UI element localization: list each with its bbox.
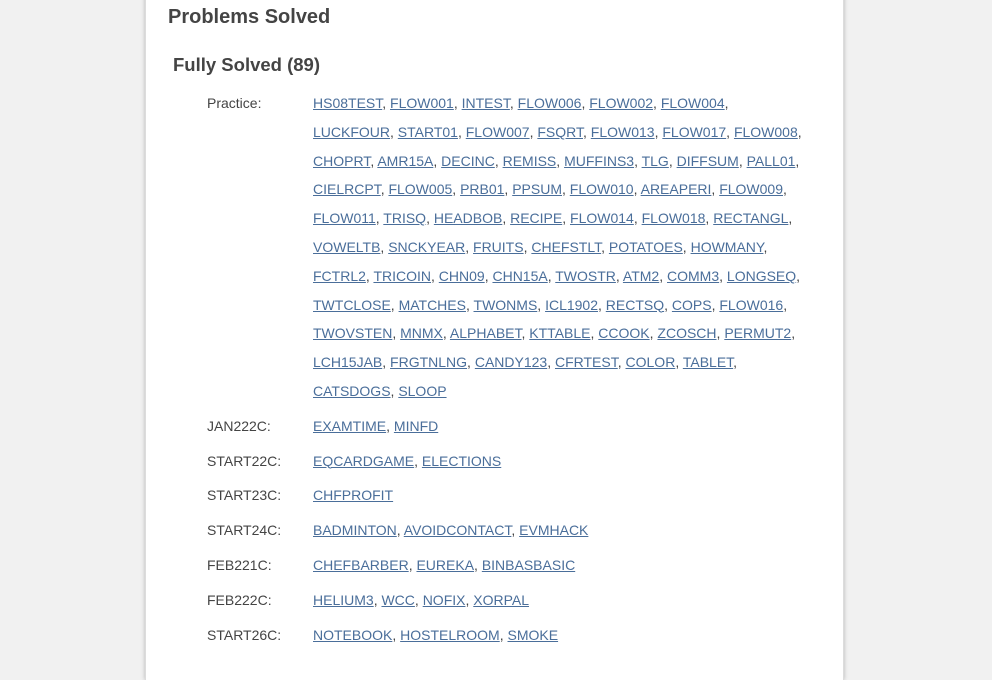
problem-link[interactable]: HS08TEST [313, 95, 383, 111]
comma-separator: , [581, 95, 586, 111]
problem-link[interactable]: CANDY123 [474, 354, 548, 371]
problem-item [390, 354, 471, 370]
problem-link[interactable]: FLOW004 [660, 95, 725, 111]
problem-item [474, 297, 542, 313]
problem-item [641, 181, 716, 197]
comma-separator: , [590, 325, 595, 342]
problem-item [388, 239, 469, 255]
problem-item [313, 210, 380, 226]
problem-link[interactable]: RECIPE [510, 210, 563, 227]
problem-item [399, 297, 470, 313]
problem-link[interactable]: FLOW013 [590, 123, 655, 140]
problem-link[interactable]: COPS [671, 296, 712, 313]
comma-separator: , [414, 452, 419, 469]
comma-separator: , [633, 210, 638, 227]
comma-separator: , [763, 238, 768, 255]
problem-item [724, 325, 795, 341]
comma-separator: , [615, 267, 620, 284]
problem-link[interactable]: SNCKYEAR [388, 238, 466, 255]
problem-item [531, 239, 605, 255]
problem-item [537, 124, 587, 140]
problem-link[interactable]: FLOW010 [569, 181, 634, 198]
comma-separator: , [724, 95, 729, 111]
problem-item [519, 522, 588, 538]
comma-separator: , [675, 354, 680, 371]
comma-separator: , [380, 181, 385, 198]
problem-item [529, 325, 594, 341]
problem-link[interactable]: TLG [641, 152, 669, 169]
problem-item [313, 383, 394, 399]
problem-link[interactable]: BINBASBASIC [481, 556, 576, 573]
problem-link[interactable]: TWOVSTEN [313, 325, 393, 342]
fully-solved-summary: Fully Solved (89) [173, 54, 321, 75]
comma-separator: , [783, 296, 788, 313]
problem-link[interactable]: CCOOK [598, 325, 650, 342]
problem-link[interactable]: MUFFINS3 [564, 152, 635, 169]
comma-separator: , [382, 95, 387, 111]
problem-link[interactable]: ALPHABET [449, 325, 522, 342]
problem-item [503, 153, 561, 169]
problem-item [313, 418, 390, 434]
problem-item [677, 153, 743, 169]
problem-link[interactable]: VOWELTB [313, 238, 381, 255]
problem-link[interactable]: CHN09 [438, 267, 485, 284]
problem-item [657, 325, 720, 341]
problem-item [313, 592, 378, 608]
problem-item [313, 181, 385, 197]
comma-separator: , [431, 267, 435, 284]
comma-separator: , [390, 382, 395, 399]
problem-item [555, 268, 620, 284]
comma-separator: , [668, 152, 673, 169]
problem-item [598, 325, 653, 341]
problem-link[interactable]: FLOW018 [641, 210, 706, 227]
problem-link[interactable]: COLOR [625, 354, 676, 371]
problem-link[interactable]: FRGTNLNG [390, 354, 468, 371]
comma-separator: , [598, 296, 602, 313]
comma-separator: , [396, 522, 401, 539]
problem-link[interactable]: NOFIX [422, 591, 466, 608]
problem-link[interactable]: CHEFBARBER [313, 556, 409, 573]
comma-separator: , [796, 267, 801, 284]
problem-link[interactable]: NOTEBOOK [313, 626, 393, 643]
problem-link[interactable]: SMOKE [507, 626, 559, 643]
comma-separator: , [511, 522, 516, 539]
comma-separator: , [465, 238, 470, 255]
contest-row [207, 516, 807, 545]
problem-item [466, 124, 534, 140]
problem-item [404, 522, 516, 538]
problem-link[interactable]: EXAMTIME [313, 417, 387, 434]
problems-solved-card [145, 0, 844, 680]
comma-separator: , [733, 354, 738, 371]
problem-item [388, 181, 456, 197]
problem-item [591, 124, 659, 140]
problem-link[interactable]: EVMHACK [519, 522, 589, 539]
problem-link[interactable]: TWONMS [473, 296, 538, 313]
problem-item [473, 592, 529, 608]
comma-separator: , [711, 181, 716, 198]
problem-item [422, 453, 501, 469]
problem-link[interactable]: FLOW008 [733, 123, 798, 140]
problem-item [400, 627, 503, 643]
problem-item [691, 239, 768, 255]
problem-item [555, 354, 622, 370]
comma-separator: , [654, 123, 659, 140]
comma-separator: , [716, 325, 721, 342]
comma-separator: , [457, 123, 462, 140]
problem-item [313, 557, 413, 573]
problem-item [313, 297, 395, 313]
problem-link[interactable]: AVOIDCONTACT [403, 522, 512, 539]
comma-separator: , [509, 95, 514, 111]
problem-item [313, 453, 418, 469]
comma-separator: , [442, 325, 447, 342]
problem-item [482, 557, 575, 573]
problem-list [313, 412, 807, 441]
comma-separator: , [682, 238, 687, 255]
problem-item [398, 124, 462, 140]
comma-separator: , [380, 238, 385, 255]
problem-list [313, 516, 807, 545]
contest-label: FEB221C: [207, 556, 272, 573]
problem-item [508, 627, 559, 643]
problem-item [383, 210, 430, 226]
problem-item [727, 268, 800, 284]
comma-separator: , [705, 210, 710, 227]
problem-link[interactable]: AREAPERI [640, 181, 712, 198]
contest-row [207, 551, 807, 580]
problem-item [462, 95, 514, 111]
problem-link[interactable]: INTEST [461, 95, 510, 111]
problem-link[interactable]: TWOSTR [555, 267, 616, 284]
section-title: Problems Solved [168, 6, 331, 28]
problem-item [564, 153, 638, 169]
problem-link[interactable]: CIELRCPT [313, 181, 381, 198]
problem-link[interactable]: FLOW007 [465, 123, 530, 140]
problem-link[interactable]: FLOW002 [589, 95, 654, 111]
problem-item [313, 522, 401, 538]
comma-separator: , [465, 296, 470, 313]
problem-item [719, 297, 787, 313]
comma-separator: , [601, 238, 605, 255]
problem-link[interactable]: CHOPRT [313, 152, 371, 169]
comma-separator: , [547, 267, 552, 284]
problem-link[interactable]: PALL01 [746, 152, 796, 169]
problem-link[interactable]: EUREKA [416, 556, 475, 573]
comma-separator: , [726, 123, 731, 140]
comma-separator: , [634, 152, 638, 169]
problem-item [473, 239, 527, 255]
problem-link[interactable]: ATM2 [622, 267, 660, 284]
comma-separator: , [738, 152, 743, 169]
problem-item [434, 210, 506, 226]
contest-row [207, 586, 807, 615]
comma-separator: , [633, 181, 638, 198]
contest-row [207, 481, 807, 510]
contest-label: FEB222C: [207, 591, 272, 608]
problem-link[interactable]: WCC [381, 591, 415, 608]
problem-item [492, 268, 551, 284]
problem-link[interactable]: POTATOES [608, 238, 683, 255]
problem-link[interactable]: KTTABLE [529, 325, 591, 342]
comma-separator: , [664, 296, 669, 313]
problem-item [545, 297, 602, 313]
contest-row [207, 621, 807, 650]
problem-list [313, 481, 807, 510]
problem-link[interactable]: FLOW014 [570, 210, 634, 227]
problem-item [747, 153, 800, 169]
comma-separator: , [547, 354, 552, 371]
problem-item [667, 268, 723, 284]
problem-link[interactable]: ZCOSCH [657, 325, 717, 342]
contest-label: Practice: [207, 95, 262, 111]
problem-link[interactable]: PPSUM [512, 181, 562, 198]
comma-separator: , [382, 354, 387, 371]
problem-item [398, 383, 446, 399]
problem-item [589, 95, 657, 111]
problem-item [460, 181, 508, 197]
comma-separator: , [502, 210, 507, 227]
problem-link[interactable]: LONGSEQ [726, 267, 797, 284]
problem-item [734, 124, 802, 140]
comma-separator: , [537, 296, 542, 313]
comma-separator: , [474, 556, 478, 573]
problem-item [623, 268, 663, 284]
comma-separator: , [465, 591, 470, 608]
problem-link[interactable]: CFRTEST [554, 354, 618, 371]
comma-separator: , [649, 325, 654, 342]
problem-link[interactable]: REMISS [502, 152, 557, 169]
contest-row [207, 412, 807, 441]
comma-separator: , [783, 181, 787, 198]
problem-item [662, 124, 730, 140]
problem-item [373, 268, 434, 284]
problem-link[interactable]: ELECTIONS [421, 452, 502, 469]
problem-list [313, 89, 807, 406]
problem-link[interactable]: CHEFSTLT [531, 238, 602, 255]
problem-link[interactable]: ICL1902 [545, 296, 598, 313]
comma-separator: , [390, 296, 395, 313]
comma-separator: , [795, 152, 800, 169]
problem-link[interactable]: BADMINTON [313, 522, 397, 539]
comma-separator: , [523, 238, 528, 255]
comma-separator: , [797, 123, 802, 140]
contest-label: START24C: [207, 522, 282, 539]
comma-separator: , [562, 181, 566, 198]
problem-link[interactable]: HOWMANY [690, 238, 764, 255]
problem-link[interactable]: XORPAL [473, 591, 530, 608]
problem-item [313, 239, 384, 255]
comma-separator: , [453, 95, 458, 111]
problem-link[interactable]: RECTSQ [605, 296, 665, 313]
problem-item [626, 354, 680, 370]
problem-link[interactable]: FLOW017 [662, 123, 727, 140]
comma-separator: , [373, 591, 378, 608]
comma-separator: , [370, 152, 375, 169]
problem-item [313, 487, 393, 503]
problem-item [518, 95, 586, 111]
problem-item [672, 297, 716, 313]
comma-separator: , [392, 325, 397, 342]
problem-link[interactable]: EQCARDGAME [313, 452, 415, 469]
problem-item [423, 592, 470, 608]
problem-link[interactable]: HEADBOB [433, 210, 503, 227]
problem-link[interactable]: PERMUT2 [724, 325, 792, 342]
problem-item [313, 268, 370, 284]
problem-item [512, 181, 566, 197]
comma-separator: , [562, 210, 567, 227]
problem-link[interactable]: FLOW016 [719, 296, 784, 313]
comma-separator: , [392, 626, 397, 643]
problem-link[interactable]: HELIUM3 [313, 591, 374, 608]
problem-link[interactable]: PRB01 [460, 181, 505, 198]
problem-item [313, 325, 396, 341]
comma-separator: , [521, 325, 526, 342]
problem-link[interactable]: SLOOP [398, 382, 447, 399]
problem-link[interactable]: CATSDOGS [313, 382, 391, 399]
comma-separator: , [408, 556, 413, 573]
problem-link[interactable]: LCH15JAB [313, 354, 383, 371]
problem-item [416, 557, 477, 573]
comma-separator: , [365, 267, 370, 284]
problem-item [313, 153, 374, 169]
comma-separator: , [390, 123, 394, 140]
contest-label: START26C: [207, 626, 282, 643]
problem-item [313, 354, 386, 370]
comma-separator: , [504, 181, 509, 198]
problem-link[interactable]: DECINC [441, 152, 495, 169]
problem-list [313, 551, 807, 580]
comma-separator: , [375, 210, 380, 227]
comma-separator: , [788, 210, 793, 227]
contest-label: START23C: [207, 487, 282, 504]
problem-link[interactable]: TWTCLOSE [313, 296, 391, 313]
problem-item [570, 210, 638, 226]
problem-item [510, 210, 566, 226]
problem-item [642, 210, 710, 226]
contest-label: START22C: [207, 452, 282, 469]
problem-item [394, 418, 438, 434]
problem-item [381, 592, 418, 608]
problem-link[interactable]: LUCKFOUR [313, 123, 391, 140]
problem-item [606, 297, 668, 313]
problem-link[interactable]: FLOW001 [390, 95, 454, 111]
comma-separator: , [791, 325, 796, 342]
problem-link[interactable]: HOSTELROOM [400, 626, 500, 643]
problem-link[interactable]: FRUITS [473, 238, 524, 255]
problem-list [313, 621, 807, 650]
comma-separator: , [719, 267, 724, 284]
problem-item [475, 354, 551, 370]
comma-separator: , [529, 123, 534, 140]
problem-link[interactable]: START01 [397, 123, 458, 140]
comma-separator: , [711, 296, 716, 313]
problem-item [570, 181, 638, 197]
comma-separator: , [467, 354, 471, 371]
problem-item [439, 268, 489, 284]
comma-separator: , [433, 152, 438, 169]
problem-item [609, 239, 687, 255]
problem-item [661, 95, 729, 111]
problem-link[interactable]: FLOW006 [517, 95, 582, 111]
problem-item [390, 95, 458, 111]
comma-separator: , [386, 417, 391, 434]
problem-link[interactable]: TRISQ [383, 210, 427, 227]
problem-link[interactable]: CHFPROFIT [313, 487, 394, 504]
problem-link[interactable]: COMM3 [667, 267, 720, 284]
problem-item [450, 325, 525, 341]
problem-item [313, 627, 396, 643]
comma-separator: , [499, 626, 504, 643]
problem-link[interactable]: MINFD [393, 417, 439, 434]
contest-row [207, 447, 807, 476]
problem-link[interactable]: FSQRT [537, 123, 583, 140]
problem-link[interactable]: DIFFSUM [676, 152, 739, 169]
problem-item [441, 153, 499, 169]
comma-separator: , [426, 210, 430, 227]
problem-item [719, 181, 787, 197]
problem-item [683, 354, 737, 370]
problem-item [313, 95, 386, 111]
problem-link[interactable]: FLOW005 [388, 181, 453, 198]
problem-item [400, 325, 447, 341]
contest-row [207, 89, 807, 406]
problem-list [313, 447, 807, 476]
problem-link[interactable]: MATCHES [398, 296, 466, 313]
comma-separator: , [484, 267, 489, 284]
comma-separator: , [556, 152, 561, 169]
comma-separator: , [414, 591, 419, 608]
comma-separator: , [452, 181, 457, 198]
problem-link[interactable]: FLOW011 [313, 210, 376, 227]
problem-item [713, 210, 792, 226]
problem-link[interactable]: FLOW009 [719, 181, 784, 198]
problem-link[interactable]: CHN15A [492, 267, 548, 284]
comma-separator: , [494, 152, 499, 169]
problem-item [313, 124, 394, 140]
problem-link[interactable]: AMR15A [377, 152, 434, 169]
problem-link[interactable]: TRICOIN [373, 267, 431, 284]
comma-separator: , [582, 123, 587, 140]
problem-link[interactable]: RECTANGL [713, 210, 789, 227]
contest-list [207, 89, 807, 655]
comma-separator: , [653, 95, 657, 111]
problem-list [313, 586, 807, 615]
comma-separator: , [659, 267, 664, 284]
contest-label: JAN222C: [207, 417, 271, 434]
problem-link[interactable]: FCTRL2 [313, 267, 366, 284]
problem-item [642, 153, 673, 169]
comma-separator: , [617, 354, 622, 371]
problem-link[interactable]: MNMX [400, 325, 443, 342]
problem-link[interactable]: TABLET [682, 354, 734, 371]
problem-item [377, 153, 437, 169]
